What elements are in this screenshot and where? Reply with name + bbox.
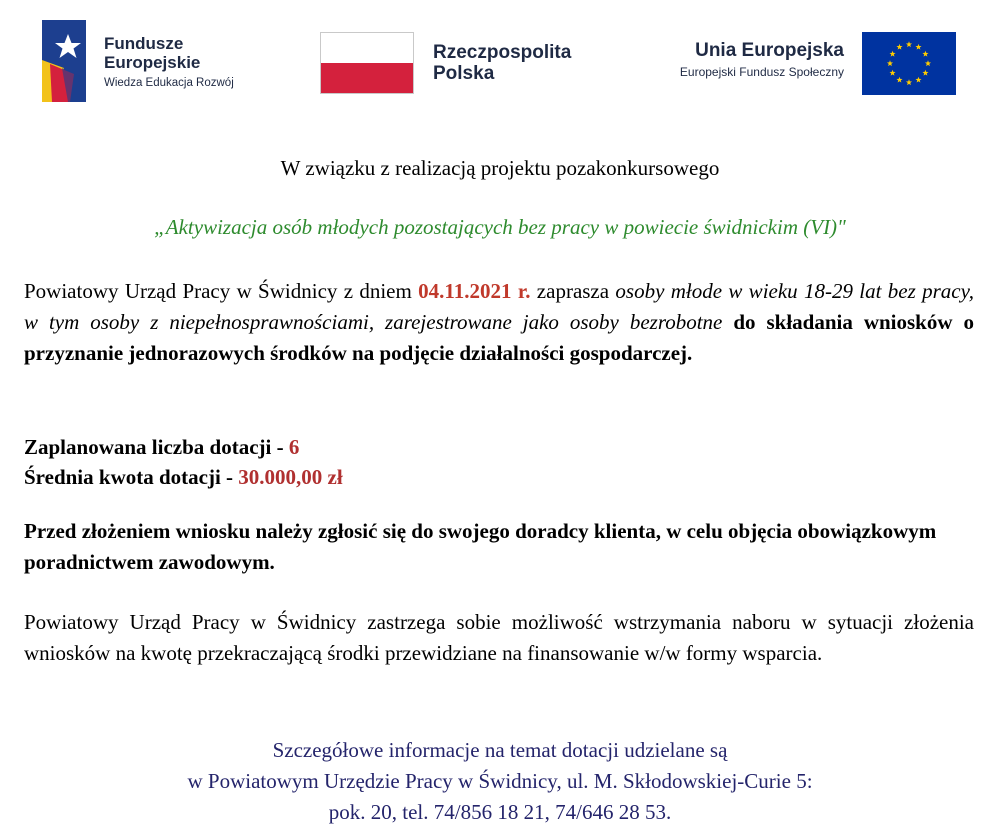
fe-title-line1: Fundusze [104,34,184,53]
paragraph-invitation [24,276,974,369]
grant-count-value: 6 [288,435,300,459]
fundusze-europejskie-logo [40,20,280,102]
grant-count-row [24,432,343,462]
contact-line1: Szczegółowe informacje na temat dotacji udzielane są [272,738,728,762]
grant-amount-row [24,462,343,492]
eu-star-icon [890,51,896,57]
eu-star-icon [925,60,931,66]
p1-text-mid: zaprasza [530,279,616,303]
rzeczpospolita-polska-logo [320,32,610,98]
rp-line1: Rzeczpospolita [433,42,572,63]
start-date: 04.11.2021 r. [418,279,531,303]
intro-line: W związku z realizacją projektu pozakonkursowego [280,156,720,180]
rp-line2: Polska [433,63,495,84]
poland-flag-icon [320,32,414,94]
fe-star-emblem-icon [40,20,100,102]
eu-flag-icon [862,32,956,95]
fe-title-line2: Europejskie [104,53,201,72]
grant-count-label: Zaplanowana liczba dotacji - [24,435,289,459]
contact-info [0,735,1000,828]
paragraph-reservation: Powiatowy Urząd Pracy w Świdnicy zastrzega sobie możliwość wstrzymania naboru w sytuacji złożenia wniosków na kwotę przekraczającą środki przewidziane na finansowanie w/w formy wsparcia. [24,610,974,665]
grant-amount-label: Średnia kwota dotacji - [24,465,239,489]
project-title: „Aktywizacja osób młodych pozostających bez pracy w powiecie świdnickim (VI)" [154,215,846,239]
eu-title: Unia Europejska [695,40,844,61]
eu-star-icon [896,44,902,50]
eu-star-icon [887,60,893,66]
grant-amount-value: 30.000,00 zł [238,465,343,489]
eu-star-icon [922,70,928,76]
logo-bar [0,0,1000,120]
eu-star-icon [922,51,928,57]
contact-line3: pok. 20, tel. 74/856 18 21, 74/646 28 53. [328,800,672,824]
target-group: osoby młode w wieku 18-29 lat bez pracy, w tym osoby z niepełnosprawnościami, zarejestrowane jako osoby bezrobotne [24,279,975,334]
grant-stats [24,432,343,492]
eu-subtitle: Europejski Fundusz Społeczny [679,65,844,79]
eu-star-icon [915,44,921,50]
fe-subtitle: Wiedza Edukacja Rozwój [104,77,234,89]
paragraph-advisor-notice: Przed złożeniem wniosku należy zgłosić się do swojego doradcy klienta, w celu objęcia obowiązkowym poradnictwem zawodowym. [24,519,937,574]
contact-line2: w Powiatowym Urzędzie Pracy w Świdnicy, ul. M. Skłodowskiej-Curie 5: [187,769,813,793]
eu-star-icon [906,41,912,47]
p1-text-bold: do składania wniosków o przyznanie jednorazowych środków na podjęcie działalności gospodarczej. [24,310,974,365]
eu-star-icon [906,79,912,85]
eu-star-icon [890,70,896,76]
unia-europejska-logo [640,32,956,96]
p1-text-start: Powiatowy Urząd Pracy w Świdnicy z dniem [24,279,419,303]
eu-star-icon [896,77,902,83]
eu-star-icon [915,77,921,83]
